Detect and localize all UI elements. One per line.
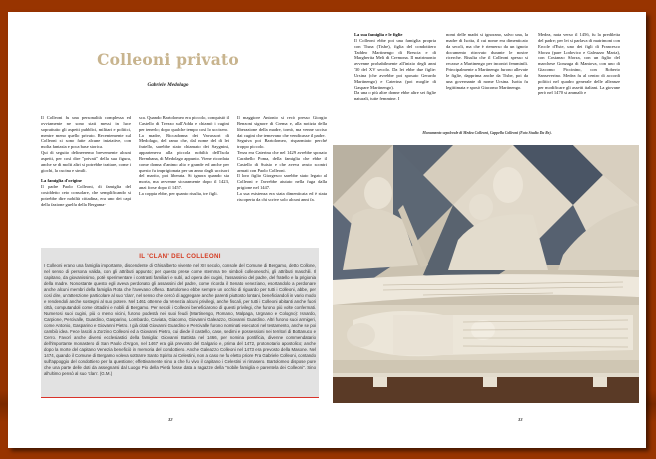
subheading: La sua famiglia e le figlie <box>354 32 403 37</box>
paragraph: Seguiva poi Bartolomeo, risparmiato perché troppo piccolo. <box>237 138 327 150</box>
paragraph: Il loro figlio Giorgesco sarebbe stato legato al Colleoni e l'avrebbe aiutato nella fuga dalla prigione nel 1447. <box>237 173 327 191</box>
left-text-columns <box>41 115 327 243</box>
text-column-3 <box>237 115 327 243</box>
paragraph: Il Colleoni ebbe poi una famiglia propria con Tisna (Tisbe), figlia del condottiero Taddeo Martinengo di Brescia e di Margherita Meli di Cremona. Il matrimonio avvenne probabilmente all'inizio degli anni '30 del XV secolo. Da lei ebbe due figlie: Ursina (che avrebbe poi sposato Gerardo Martinengo) e Caterina (poi moglie di Gaspare Martinengo). <box>354 37 436 90</box>
text-column-6 <box>538 32 620 124</box>
paragraph: Il Colleoni fu una personalità complessa ed ovviamente ne sono stati messi in luce soprattutto gli aspetti pubblici, militari e politici, mentre meno quello privato. Recentemente sul Colleoni si sono fatte alcune iniziative, con molta fantasia e poca base storica. <box>41 115 131 150</box>
right-page <box>328 12 646 448</box>
sidebar-box-title: IL 'CLAN' DEL COLLEONI <box>139 253 221 260</box>
magazine-spread <box>8 12 646 448</box>
text-column-5 <box>446 32 528 124</box>
paragraph: Da una o più altre donne ebbe altre sei figlie naturali, tutte femmine. I <box>354 90 436 102</box>
page-number-right: 33 <box>518 417 523 422</box>
subheading: La famiglia d'origine <box>41 178 82 184</box>
paragraph: Il maggiore Antonio si recò presso Giorgio Benzoni signore di Crema e, alla notizia della liberazione della madre, tornò, ma venne ucciso dai cugini che temevano che vendicasse il padre. <box>237 115 327 138</box>
article-title: Colleoni privato <box>97 50 239 69</box>
photo-caption: Monumento sepolcrale di Medea Colleoni, Cappella Colleoni (Foto Studio Da Re). <box>422 131 552 135</box>
article-author: Gabriele Medolago <box>147 82 189 88</box>
paragraph: La sua esistenza era stata dimenticata ed è stata riscoperta da chi scrive solo alcuni anni fa. <box>237 190 327 202</box>
text-column-4 <box>354 32 436 124</box>
paragraph: Il padre Paolo Colleoni, di famiglia del cosiddetto ceto consolare, che semplificando si potrebbe dire nobiltà cittadina, era uno dei capi della fazione guelfa della Bergama- <box>41 184 131 207</box>
text-column-1 <box>41 115 131 243</box>
text-column-2 <box>139 115 229 243</box>
paragraph: La madre, Riccadonna dei Vavassori di Medolago, del ramo che, dal nome del di lei fratello, sarebbe stato chiamato dei Saygnini, apparteneva alla piccola nobiltà dell'Isola Brembana, di Medolago appunto. Viene ricordata come donna d'animo alto e grande ed anche per questo fu imprigionata per un anno dagli uccisori del marito, poi liberata. Si ignora quando sia morta, ma avvenne sicuramente dopo il 1423, anzi forse dopo il 1457. <box>139 132 229 191</box>
paragraph: La coppia ebbe, per quanto risulta, tre figli. <box>139 190 218 196</box>
tomb-photo <box>333 145 639 403</box>
paragraph: Qui di seguito delineeremo brevemente alcuni aspetti, per così dire "privati" della sua figura, anche se di molti altri si potrebbe trattare, come i giochi, la cucina e simili. <box>41 150 131 173</box>
paragraph: nomi delle madri si ignorano, salvo una, la madre di Isotta, il cui nome era dimenticato da secoli, ma che è riemerso da un ignoto documento ritrovato durante le nostre ricerche. Risulta che il Colleoni spesso si recasse a Martinengo per incontri femminili. Principalmente a Martinengo furono allevate le figlie, dapprima anche da Tisbe, poi da una governante di nome Ursina. Isotta fu legittimata e sposò Giacomo Martinengo. <box>446 32 528 90</box>
paragraph: Medea, nata verso il 1456, fu la prediletta del padre; per lei si parlava di matrimoni con Ercole d'Este, uno dei figli di Francesco Sforza (pare Lodovico e Galeazzo Maria), con Costanzo Sforza, con un figlio del marchese Gonzaga di Mantova, con uno di Giacomo Piccinino, con Roberto Sanseverino. Medea fu al centro di accordi politici nel quadro generale delle alleanze per modificare gli assetti italiani. La giovane però nel 1470 si ammalò e <box>538 32 620 96</box>
right-text-columns <box>354 32 620 124</box>
page-number-left: 32 <box>168 417 173 422</box>
sidebar-box-text: I Colleoni erano una famiglia importante, discendente di Ghisalberto vivente nel XII secolo, console del Comune di Bergamo, detto Collone, nel senso di persona valida, con gli attributi appunto; per questo prese come stemma tre simboli colleoneschi, gli attributi maschili. Il capitano, da giovanissimo, potè sperimentare i contrasti familiari e subì, ad opera dei cugini, l'assassinio del padre, del fratello e la prigionia della madre. Nonostante questo egli aveva perdonato gli assassini del padre, come ricorda il Senato veneziano, esortandolo a perdonare anche alcuni membri della famiglia Rota che l'avevano offeso. Bartolomeo ebbe sempre un occhio di riguardo per tutti i Colleoni, abbe, per così dire, un'attenzione particolare al suo 'clan', nel senso che cercò di aggregare anche parenti piuttosto lontani, beneficiandoli in vario modo e rendendoli anche sostegni al suo potere. Nel 1461 ottenne da Venezia alcuni privilegi, anche fiscali, per tutti i Colleoni abitanti anche fuori città, computandoli come cittadini e nobili di Bergamo. Per secoli i Colleoni beneficiarono di questi privilegi, che furono più volte confermati. Numerosi suoi cugini, più o meno vicini, furono podestà nei suoi feudi (Martinengo, Romano, Malpaga, Urgnano e Cologno): Isnardo, Carpione, Percivalle, Guardino, Gasparino, Lombardo, Caviata, Giacomo, Giovanni Galeazzo, Giovanni Guardino. Altri furono suoi armigeri, come Antonio, Gasparino e Giovanni Pietro. I già citati Giovanni Guardino e Percivalle furono nominati esecutori nel testamento, anche se poi cambiò idea. Fece lasciti a Zorzino Colleoni ed a Giovanni Pietro, cui diede il castello, case, sedimi e possessioni nei territori di Bottanuco e Cerro. Favorì anche diversi ecclesiastici della famiglia: Giovanni Battista nel 1466, per nomina pontificia, divenne commendatario dell'importante monastero di San Paolo d'Argon, nel 1467 era già prevosto del Galgario e, prima del 1472, protonotario apostolico; anche dopo la morte del capitano Venezia beneficiò in memoria del condottiero. Anche Galeazzo Colleoni nel 1473 era prevosto della Masone. Nel 1474, quando il Comune di Bergamo voleva sottrarre Santo Spirito ai Celestini, non a caso ne fu eletto priore Fra Gabriele Colleoni, contando sull'appoggio del condottiero per la questione; effettivamente sino a che fu vivo il capitano i Celestini vi rimasero. Bartolomeo dispose pure che una parte delle doti da assegnarsi dal Luogo Pio della Pietà fosse data a ragazze della "nobile famiglia e parentela dei Colleoni". Sino all'ultimo pensò al suo 'clan'. (G.M.) <box>44 263 316 376</box>
paragraph: Terza era Caterina che nel 1429 avrebbe sposato Carabello Poma, della famiglia che ebbe il Castello di Suisio e che aveva avuto scontri armati con Paolo Colleoni. <box>237 150 327 173</box>
sidebar-box-clan <box>41 248 319 398</box>
paragraph: sca. Quando Bartolomeo era piccolo, conquistò il Castello di Trezzo sull'Adda e chiamò i cugini per tenerlo; dopo qualche tempo così lo uccisero. <box>139 115 229 132</box>
left-page <box>8 12 328 448</box>
